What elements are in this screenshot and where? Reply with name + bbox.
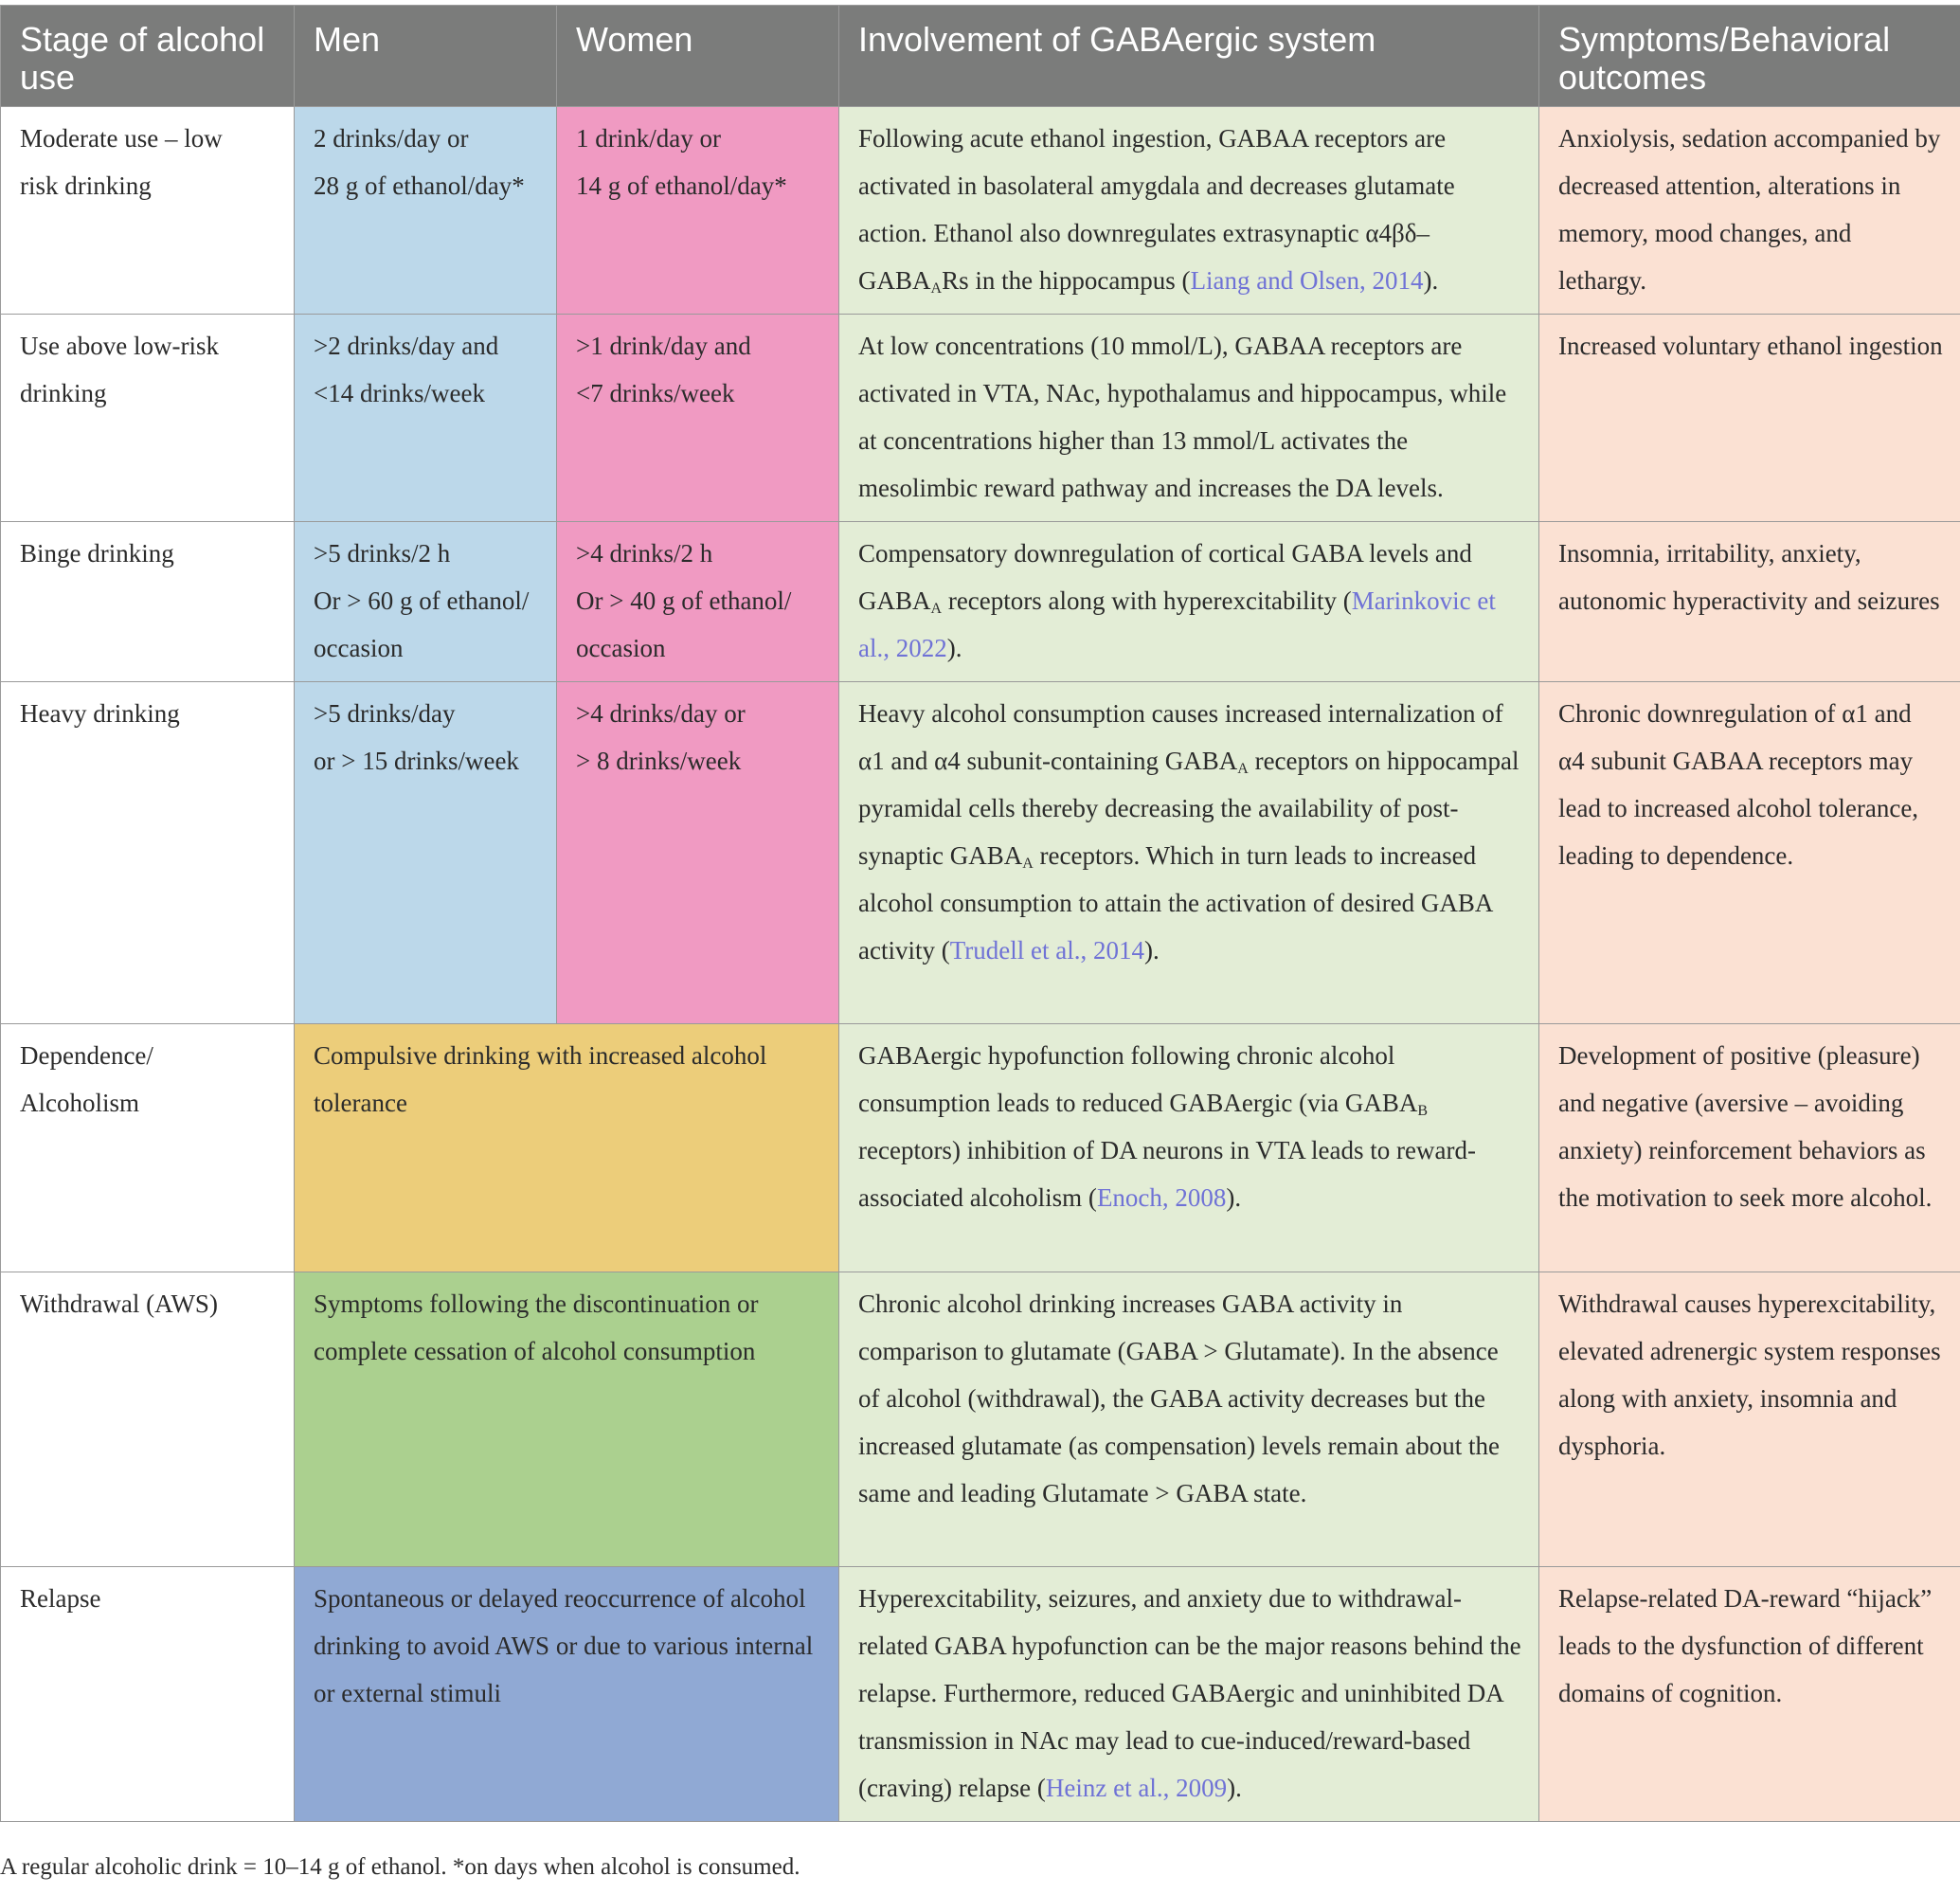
table-row (1, 1272, 1960, 1567)
header-men: Men (295, 6, 557, 107)
table-row (1, 682, 1960, 1024)
stage-cell: Withdrawal (AWS) (1, 1272, 295, 1567)
women-cell: >1 drink/day and <7 drinks/week (557, 315, 839, 522)
table-row (1, 315, 1960, 522)
citation-link[interactable]: Enoch, 2008 (1096, 1183, 1227, 1212)
symptoms-cell: Chronic downregulation of α1 and α4 subunit GABAA receptors may lead to increased alcohol tolerance, leading to dependence. (1539, 682, 1960, 1024)
men-cell: >5 drinks/day or > 15 drinks/week (295, 682, 557, 1024)
symptoms-cell: Increased voluntary ethanol ingestion (1539, 315, 1960, 522)
gaba-cell: GABAergic hypofunction following chronic alcohol consumption leads to reduced GABAergic (via $GABA_B$ receptors) inhibition of DA neurons in VTA leads to reward-associated alcoholism (Enoch, 2008). (839, 1024, 1539, 1272)
table-footnote: A regular alcoholic drink = 10–14 g of ethanol. *on days when alcohol is consumed. (0, 1854, 800, 1880)
citation-link[interactable]: Liang and Olsen, 2014 (1190, 266, 1424, 295)
symptoms-cell: Anxiolysis, sedation accompanied by decreased attention, alterations in memory, mood changes, and lethargy. (1539, 107, 1960, 315)
header-symptoms: Symptoms/Behavioral outcomes (1539, 6, 1960, 107)
gaba-cell: Chronic alcohol drinking increases GABA activity in comparison to glutamate (GABA > Glutamate). In the absence of alcohol (withdrawal), the GABA activity decreases but the increased glutamate (as compensation) levels remain about the same and leading Glutamate > GABA state. (839, 1272, 1539, 1567)
alcohol-stages-table (0, 5, 1960, 1822)
men-cell: >2 drinks/day and <14 drinks/week (295, 315, 557, 522)
gaba-cell: Hyperexcitability, seizures, and anxiety due to withdrawal-related GABA hypofunction can be the major reasons behind the relapse. Furthermore, reduced GABAergic and uninhibited DA transmission in NAc may lead to cue-induced/reward-based (craving) relapse (Heinz et al., 2009). (839, 1567, 1539, 1822)
header-stage: Stage of alcohol use (1, 6, 295, 107)
table-row (1, 107, 1960, 315)
stage-cell: Binge drinking (1, 522, 295, 682)
symptoms-cell: Withdrawal causes hyperexcitability, elevated adrenergic system responses along with anxiety, insomnia and dysphoria. (1539, 1272, 1960, 1567)
table-row (1, 1567, 1960, 1822)
table-row (1, 522, 1960, 682)
gaba-cell: Following acute ethanol ingestion, GABAA receptors are activated in basolateral amygdala and decreases glutamate action. Ethanol also downregulates extrasynaptic $\alpha 4\beta\delta-GABA_ARs$ in the hippocampus (Liang and Olsen, 2014). (839, 107, 1539, 315)
citation-link[interactable]: Heinz et al., 2009 (1045, 1774, 1228, 1802)
symptoms-cell: Development of positive (pleasure) and negative (aversive – avoiding anxiety) reinforcement behaviors as the motivation to seek more alcohol. (1539, 1024, 1960, 1272)
symptoms-cell: Relapse-related DA-reward “hijack” leads to the dysfunction of different domains of cognition. (1539, 1567, 1960, 1822)
stage-cell: Use above low-risk drinking (1, 315, 295, 522)
header-gaba: Involvement of GABAergic system (839, 6, 1539, 107)
symptoms-cell: Insomnia, irritability, anxiety, autonomic hyperactivity and seizures (1539, 522, 1960, 682)
stage-cell: Dependence/ Alcoholism (1, 1024, 295, 1272)
gaba-cell: Compensatory downregulation of cortical GABA levels and $GABA_A$ receptors along with hyperexcitability (Marinkovic et al., 2022). (839, 522, 1539, 682)
men-cell: 2 drinks/day or 28 g of ethanol/day* (295, 107, 557, 315)
sex-combined-cell: Spontaneous or delayed reoccurrence of alcohol drinking to avoid AWS or due to various internal or external stimuli (295, 1567, 839, 1822)
gaba-cell: At low concentrations (10 mmol/L), GABAA receptors are activated in VTA, NAc, hypothalamus and hippocampus, while at concentrations higher than 13 mmol/L activates the mesolimbic reward pathway and increases the DA levels. (839, 315, 1539, 522)
stage-cell: Heavy drinking (1, 682, 295, 1024)
gaba-cell: Heavy alcohol consumption causes increased internalization of α1 and α4 subunit-containing $GABA_A$ receptors on hippocampal pyramidal cells thereby decreasing the availability of post-synaptic $GABA_A$ receptors. Which in turn leads to increased alcohol consumption to attain the activation of desired GABA activity (Trudell et al., 2014). (839, 682, 1539, 1024)
header-women: Women (557, 6, 839, 107)
sex-combined-cell: Compulsive drinking with increased alcohol tolerance (295, 1024, 839, 1272)
women-cell: >4 drinks/day or > 8 drinks/week (557, 682, 839, 1024)
sex-combined-cell: Symptoms following the discontinuation or complete cessation of alcohol consumption (295, 1272, 839, 1567)
table-header-row (1, 6, 1960, 107)
citation-link[interactable]: Trudell et al., 2014 (949, 936, 1144, 965)
citation-link[interactable]: Marinkovic et al., 2022 (858, 586, 1496, 662)
women-cell: 1 drink/day or 14 g of ethanol/day* (557, 107, 839, 315)
stage-cell: Moderate use – low risk drinking (1, 107, 295, 315)
stage-cell: Relapse (1, 1567, 295, 1822)
table-row (1, 1024, 1960, 1272)
women-cell: >4 drinks/2 h Or > 40 g of ethanol/ occasion (557, 522, 839, 682)
men-cell: >5 drinks/2 h Or > 60 g of ethanol/ occasion (295, 522, 557, 682)
